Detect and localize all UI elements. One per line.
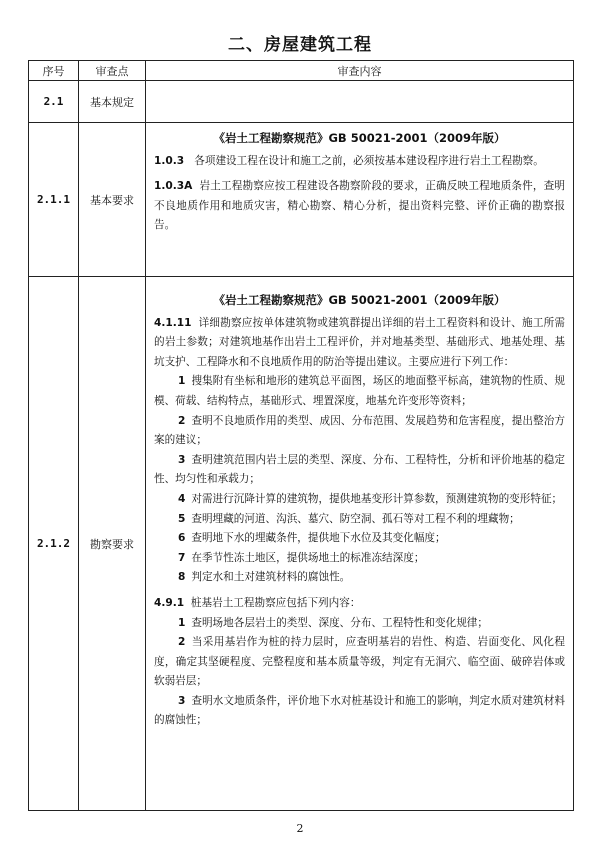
row-content-empty xyxy=(146,81,574,123)
row-review-point: 基本要求 xyxy=(79,123,146,277)
list-item xyxy=(154,510,565,530)
clause xyxy=(154,177,565,236)
list-item xyxy=(154,372,565,411)
item-number: 2 xyxy=(178,414,186,427)
list-item xyxy=(154,529,565,549)
header-review-content: 审查内容 xyxy=(146,61,574,81)
item-text: 查明建筑范围内岩土层的类型、深度、分布、工程特性，分析和评价地基的稳定性、均匀性和承载力； xyxy=(154,453,565,486)
standard-title: 《岩土工程勘察规范》GB 50021-2001（2009年版） xyxy=(213,293,506,307)
clause-text: 各项建设工程在设计和施工之前，必须按基本建设程序进行岩土工程勘察。 xyxy=(194,154,544,167)
list-item xyxy=(154,692,565,731)
item-number: 8 xyxy=(178,571,186,584)
row-number: 2.1 xyxy=(29,81,79,123)
item-text: 查明不良地质作用的类型、成因、分布范围、发展趋势和危害程度，提出整治方案的建议； xyxy=(154,414,565,447)
item-number: 5 xyxy=(178,512,186,525)
clause-number: 1.0.3 xyxy=(154,154,185,167)
standard-title: 《岩土工程勘察规范》GB 50021-2001（2009年版） xyxy=(213,131,506,145)
item-text: 对需进行沉降计算的建筑物，提供地基变形计算参数，预测建筑物的变形特征； xyxy=(191,492,563,505)
list-item xyxy=(154,633,565,692)
list-item xyxy=(154,412,565,451)
item-text: 在季节性冻土地区，提供场地土的标准冻结深度； xyxy=(191,551,425,564)
page-number: 2 xyxy=(296,822,304,835)
clause-text: 详细勘察应按单体建筑物或建筑群提出详细的岩土工程资料和设计、施工所需的岩土参数；对建筑地基作出岩土工程评价，并对地基类型、基础形式、地基处理、基坑支护、工程降水和不良地质作用的防治等提出建议。主要应进行下列工作： xyxy=(154,316,565,368)
header-review-point: 审查点 xyxy=(79,61,146,81)
row-number: 2.1.1 xyxy=(29,123,79,277)
list-item xyxy=(154,549,565,569)
table-row xyxy=(29,123,574,277)
row-number: 2.1.2 xyxy=(29,277,79,811)
item-text: 查明场地各层岩土的类型、深度、分布、工程特性和变化规律； xyxy=(191,616,488,629)
clause-number: 4.1.11 xyxy=(154,316,192,329)
list-item xyxy=(154,614,565,634)
page-title: 二、房屋建筑工程 xyxy=(228,35,372,55)
header-serial: 序号 xyxy=(29,61,79,81)
table-row xyxy=(29,81,574,123)
row-content xyxy=(146,123,574,277)
item-text: 查明地下水的埋藏条件，提供地下水位及其变化幅度； xyxy=(191,532,446,545)
clause-number: 4.9.1 xyxy=(154,596,185,609)
row-review-point: 勘察要求 xyxy=(79,277,146,811)
review-table xyxy=(28,60,574,811)
item-text: 当采用基岩作为桩的持力层时，应查明基岩的岩性、构造、岩面变化、风化程度，确定其坚硬程度、完整程度和基本质量等级，判定有无洞穴、临空面、破碎岩体或软弱岩层； xyxy=(154,636,565,688)
clause-number: 1.0.3A xyxy=(154,180,193,193)
row-review-point: 基本规定 xyxy=(79,81,146,123)
clause-text: 桩基岩土工程勘察应包括下列内容： xyxy=(190,596,361,609)
list-item xyxy=(154,490,565,510)
item-number: 3 xyxy=(178,694,186,707)
table-header-row xyxy=(29,61,574,81)
item-text: 搜集附有坐标和地形的建筑总平面图，场区的地面整平标高，建筑物的性质、规模、荷载、结构特点，基础形式、埋置深度，地基允许变形等资料； xyxy=(154,375,565,407)
table-row xyxy=(29,277,574,811)
item-number: 3 xyxy=(178,453,186,466)
clause xyxy=(154,594,565,614)
row-content xyxy=(146,277,574,811)
item-text: 判定水和土对建筑材料的腐蚀性。 xyxy=(191,571,351,584)
list-item xyxy=(154,568,565,588)
item-number: 7 xyxy=(178,551,186,564)
clause-text: 岩土工程勘察应按工程建设各勘察阶段的要求，正确反映工程地质条件，查明不良地质作用和地质灾害，精心勘察、精心分析，提出资料完整、评价正确的勘察报告。 xyxy=(154,180,565,232)
clause xyxy=(154,152,565,172)
item-number: 1 xyxy=(178,375,186,388)
item-number: 1 xyxy=(178,616,186,629)
list-item xyxy=(154,451,565,490)
item-number: 2 xyxy=(178,636,186,649)
item-number: 4 xyxy=(178,492,186,505)
clause xyxy=(154,314,565,373)
item-text: 查明水文地质条件，评价地下水对桩基设计和施工的影响，判定水质对建筑材料的腐蚀性； xyxy=(154,694,565,727)
item-text: 查明埋藏的河道、沟浜、墓穴、防空洞、孤石等对工程不利的埋藏物； xyxy=(191,512,520,525)
item-number: 6 xyxy=(178,532,186,545)
